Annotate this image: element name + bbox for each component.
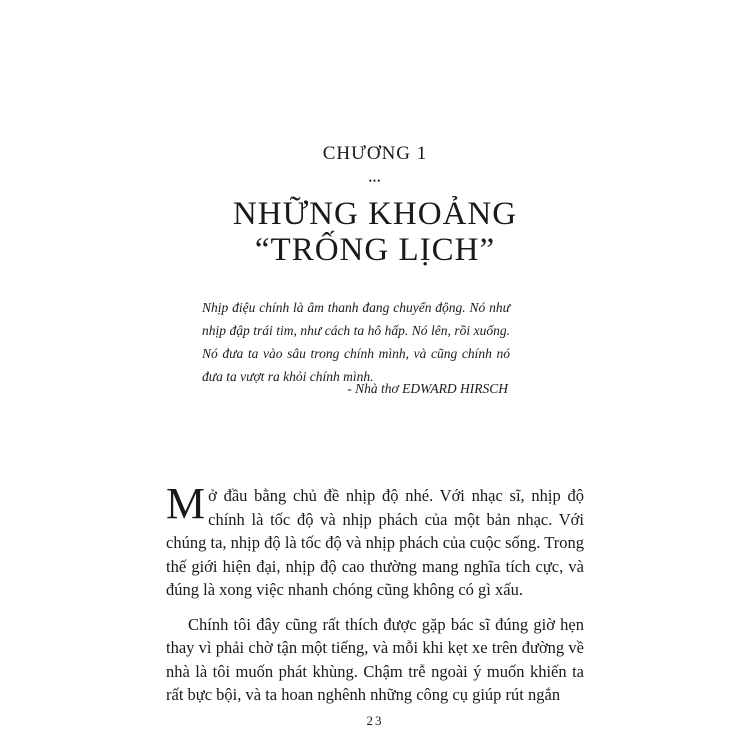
paragraph-1-text: ở đầu bằng chủ đề nhịp độ nhé. Với nhạc sĩ, nhịp độ chính là tốc độ và nhịp phách của một bản nhạc. Với chúng ta, nhịp độ là tốc độ và nhịp phách của cuộc sống. Trong thế giới hiện đại, nhịp độ cao thường mang nghĩa tích cực, và đúng là xong việc nhanh chóng cũng không có gì xấu. [166, 486, 584, 599]
body-text [166, 479, 584, 707]
epigraph-attribution: - Nhà thơ EDWARD HIRSCH [347, 381, 508, 396]
page-number: 23 [366, 713, 384, 728]
drop-cap: M [166, 479, 206, 528]
chapter-title-line-1: NHỮNG KHOẢNG [232, 196, 518, 232]
paragraph-1 [166, 479, 584, 602]
epigraph-quote: Nhịp điệu chính là âm thanh đang chuyển động. Nó như nhịp đập trái tim, như cách ta hô hấp. Nó lên, rồi xuống. Nó đưa ta vào sâu trong chính mình, và cũng chính nó đưa ta vượt ra khỏi chính mình. [202, 300, 510, 384]
chapter-title [0, 196, 750, 268]
chapter-label: CHƯƠNG 1 [322, 143, 428, 164]
chapter-title-line-2: “TRỐNG LỊCH” [254, 232, 496, 268]
ornament-dots: ••• [368, 176, 382, 186]
paragraph-2: Chính tôi đây cũng rất thích được gặp bác sĩ đúng giờ hẹn thay vì phải chờ tận một tiếng, và mỗi khi kẹt xe trên đường về nhà là tôi muốn phát khùng. Chậm trễ ngoài ý muốn khiến ta rất bực bội, và ta hoan nghênh những công cụ giúp rút ngắn [166, 614, 584, 704]
